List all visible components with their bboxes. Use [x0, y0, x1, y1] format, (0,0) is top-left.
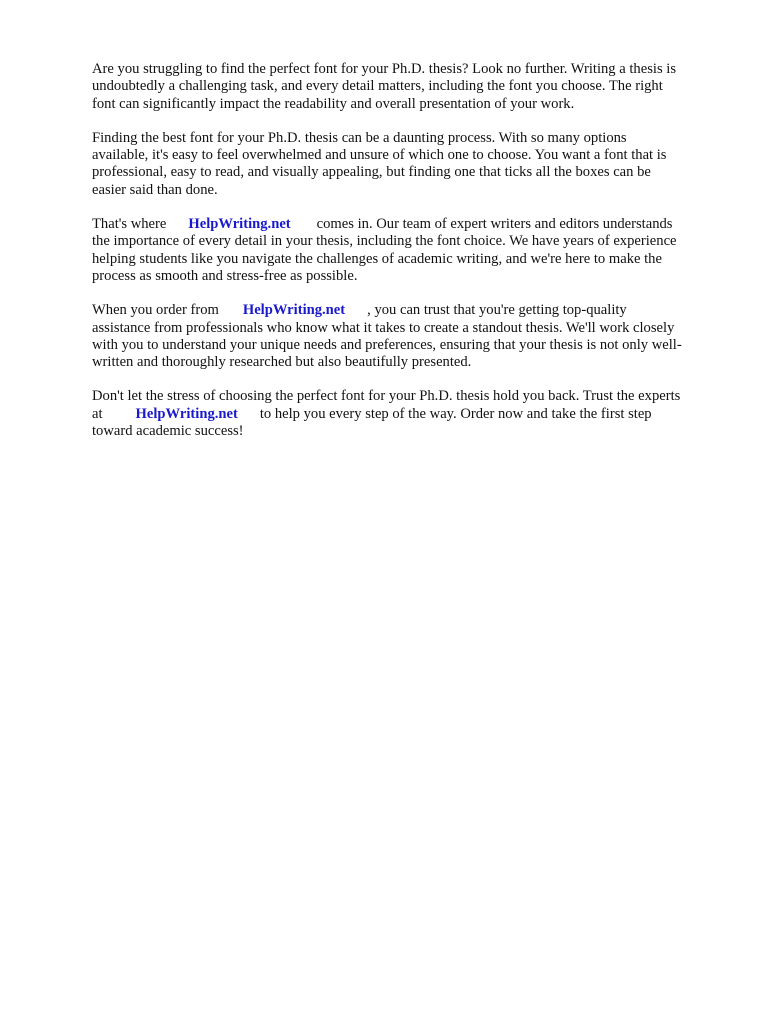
- text-line: process as smooth and stress-free as possible.: [92, 267, 358, 284]
- text-fragment: to help you every step of the way. Order now and take the first step: [259, 405, 652, 422]
- paragraph-thats-where: [92, 216, 728, 285]
- paragraph-intro: [92, 61, 728, 113]
- text-fragment: When you order from: [92, 302, 219, 319]
- text-line: toward academic success!: [92, 423, 244, 440]
- text-fragment: at: [92, 405, 103, 422]
- text-fragment: That's where: [92, 216, 167, 233]
- text-line: undoubtedly a challenging task, and every detail matters, including the font you choose. The right: [92, 78, 663, 95]
- text-line: assistance from professionals who know what it takes to create a standout thesis. We'll work closely: [92, 319, 675, 336]
- text-line: available, it's easy to feel overwhelmed and unsure of which one to choose. You want a font that is: [92, 147, 667, 164]
- text-line: [92, 216, 728, 233]
- paragraph-order: [92, 302, 728, 371]
- helpwriting-link[interactable]: HelpWriting.net: [242, 302, 346, 319]
- text-fragment: comes in. Our team of expert writers and editors understands: [316, 216, 673, 233]
- text-line: written and thoroughly researched but also beautifully presented.: [92, 354, 472, 371]
- text-line: with you to understand your unique needs and preferences, ensuring that your thesis is not only well-: [92, 336, 682, 353]
- paragraph-finding: [92, 130, 728, 199]
- text-line: [92, 302, 728, 319]
- text-line: Finding the best font for your Ph.D. thesis can be a daunting process. With so many options: [92, 129, 627, 146]
- paragraph-closing: [92, 388, 728, 440]
- document-page: [92, 61, 728, 457]
- text-line: easier said than done.: [92, 181, 218, 198]
- text-line: [92, 406, 728, 423]
- text-fragment: , you can trust that you're getting top-quality: [367, 302, 627, 319]
- helpwriting-link[interactable]: HelpWriting.net: [135, 405, 238, 422]
- text-line: professional, easy to read, and visually appealing, but finding one that ticks all the boxes can be: [92, 164, 651, 181]
- text-line: helping students like you navigate the challenges of academic writing, and we're here to make the: [92, 250, 662, 267]
- text-line: Don't let the stress of choosing the perfect font for your Ph.D. thesis hold you back. Trust the experts: [92, 388, 681, 405]
- helpwriting-link[interactable]: HelpWriting.net: [188, 216, 291, 233]
- text-line: the importance of every detail in your thesis, including the font choice. We have years of experience: [92, 233, 677, 250]
- text-line: font can significantly impact the readability and overall presentation of your work.: [92, 95, 575, 112]
- text-line: Are you struggling to find the perfect font for your Ph.D. thesis? Look no further. Writing a thesis is: [92, 61, 677, 77]
